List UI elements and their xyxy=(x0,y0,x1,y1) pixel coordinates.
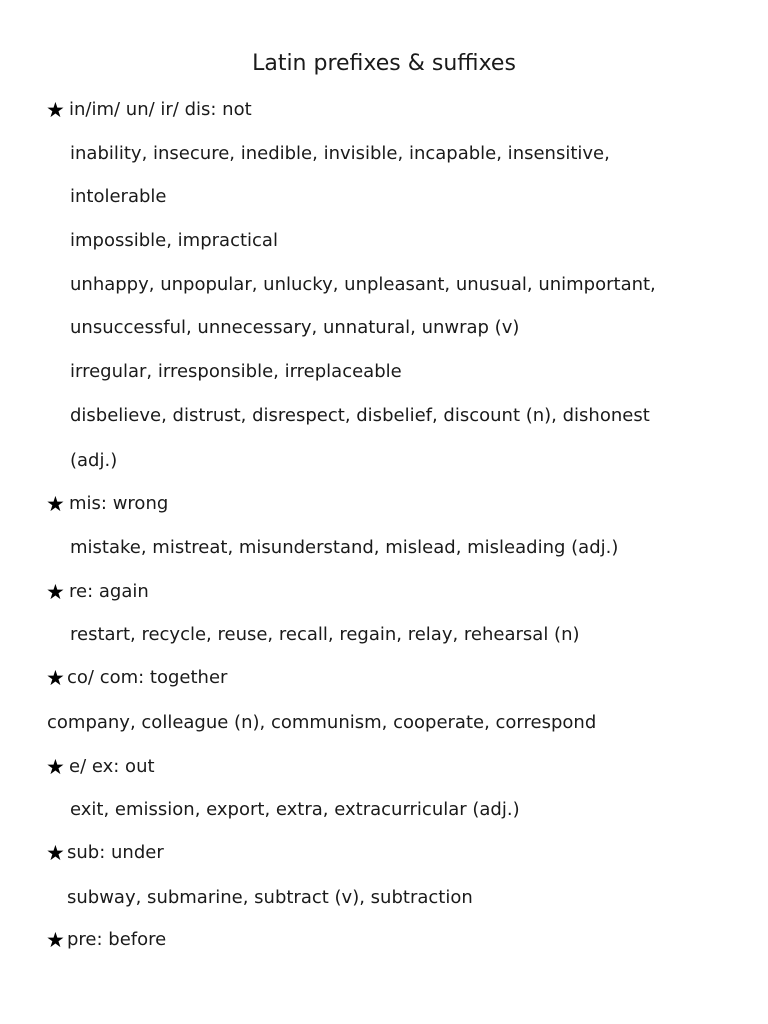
prefix-heading-text: co/ com: together xyxy=(67,667,228,688)
prefix-heading-wrong xyxy=(46,493,168,515)
example-line: mistake, mistreat, misunderstand, mislead, misleading (adj.) xyxy=(70,537,619,558)
page-title: Latin prefixes & suffixes xyxy=(252,51,516,76)
example-line: unhappy, unpopular, unlucky, unpleasant, unusual, unimportant, xyxy=(70,274,656,295)
prefix-heading-out xyxy=(46,756,155,778)
star-icon: ★ xyxy=(46,841,65,865)
star-icon: ★ xyxy=(46,755,65,779)
example-line: (adj.) xyxy=(70,450,118,471)
prefix-heading-text: sub: under xyxy=(67,842,164,863)
star-icon: ★ xyxy=(46,492,65,516)
example-line: company, colleague (n), communism, cooperate, correspond xyxy=(47,712,597,733)
example-line: exit, emission, export, extra, extracurricular (adj.) xyxy=(70,799,520,820)
prefix-heading-text: mis: wrong xyxy=(69,493,169,514)
star-icon: ★ xyxy=(46,98,65,122)
prefix-heading-not xyxy=(46,99,252,121)
example-line: impossible, impractical xyxy=(70,230,278,251)
example-line: inability, insecure, inedible, invisible, incapable, insensitive, xyxy=(70,143,610,164)
example-line: irregular, irresponsible, irreplaceable xyxy=(70,361,402,382)
prefix-heading-under xyxy=(46,842,164,864)
example-line: unsuccessful, unnecessary, unnatural, unwrap (v) xyxy=(70,317,520,338)
example-line: restart, recycle, reuse, recall, regain, relay, rehearsal (n) xyxy=(70,624,580,645)
star-icon: ★ xyxy=(46,928,65,952)
star-icon: ★ xyxy=(46,580,65,604)
example-line: intolerable xyxy=(70,186,167,207)
star-icon: ★ xyxy=(46,666,65,690)
prefix-heading-again xyxy=(46,581,149,603)
prefix-heading-text: e/ ex: out xyxy=(69,756,155,777)
prefix-heading-text: pre: before xyxy=(67,929,167,950)
prefix-heading-before xyxy=(46,929,166,951)
prefix-heading-text: in/im/ un/ ir/ dis: not xyxy=(69,99,252,120)
prefix-heading-together xyxy=(46,667,227,689)
prefix-heading-text: re: again xyxy=(69,581,149,602)
example-line: subway, submarine, subtract (v), subtraction xyxy=(67,887,473,908)
example-line: disbelieve, distrust, disrespect, disbelief, discount (n), dishonest xyxy=(70,405,650,426)
